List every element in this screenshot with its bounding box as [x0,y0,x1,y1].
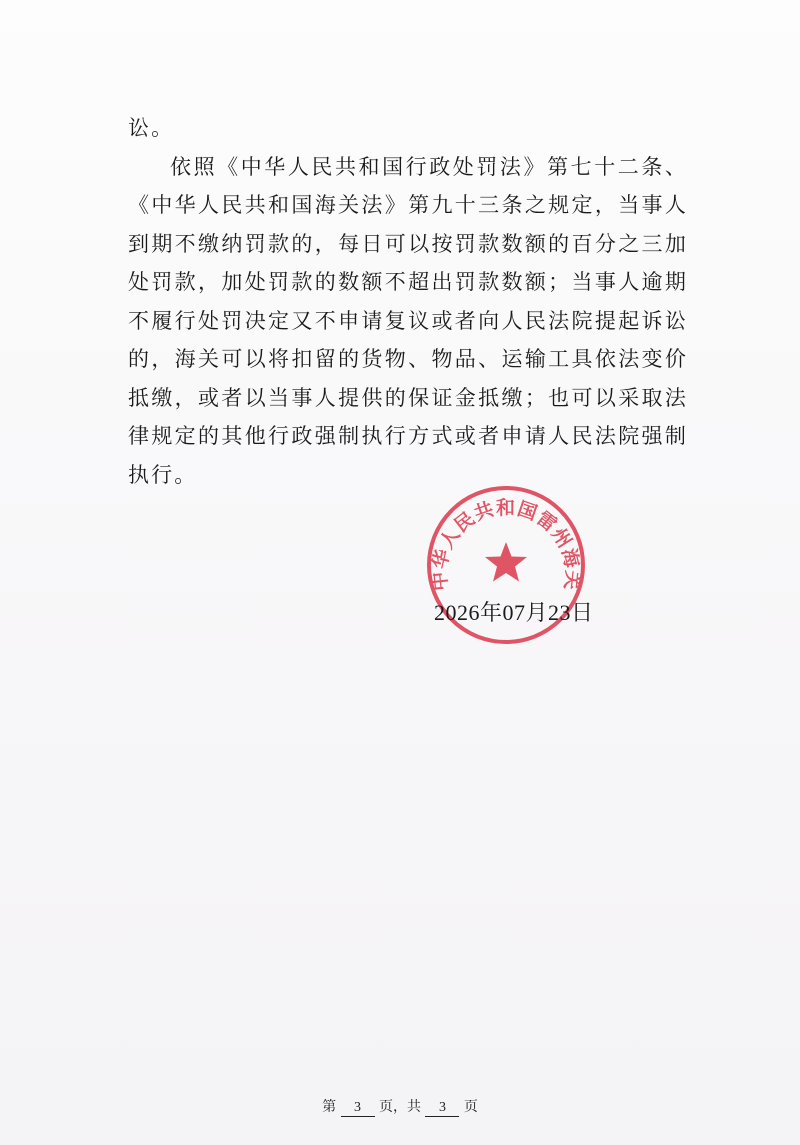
seal-text: 中华人民共和国雷州海关 [428,496,584,592]
paragraph-legal-basis: 依照《中华人民共和国行政处罚法》第七十二条、《中华人民共和国海关法》第九十三条之规定，当事人到期不缴纳罚款的，每日可以按罚款数额的百分之三加处罚款，加处罚款的数额不超出罚款数额；当事人逾期不履行处罚决定又不申请复议或者向人民法院提起诉讼的，海关可以将扣留的货物、物品、运输工具依法变价抵缴，或者以当事人提供的保证金抵缴；也可以采取法律规定的其他行政强制执行方式或者申请人民法院强制执行。 [128,154,688,487]
footer-page-number: 3 [341,1100,375,1117]
seal-star-icon [485,542,527,582]
footer-middle: 页，共 [379,1099,421,1115]
document-body [128,109,688,494]
document-date: 2026年07月23日 [434,600,594,625]
page-footer [0,1096,800,1117]
footer-total-pages: 3 [425,1100,459,1117]
paragraph-continuation: 讼。 [128,116,175,140]
footer-prefix: 第 [322,1099,337,1115]
footer-suffix: 页 [463,1099,478,1115]
